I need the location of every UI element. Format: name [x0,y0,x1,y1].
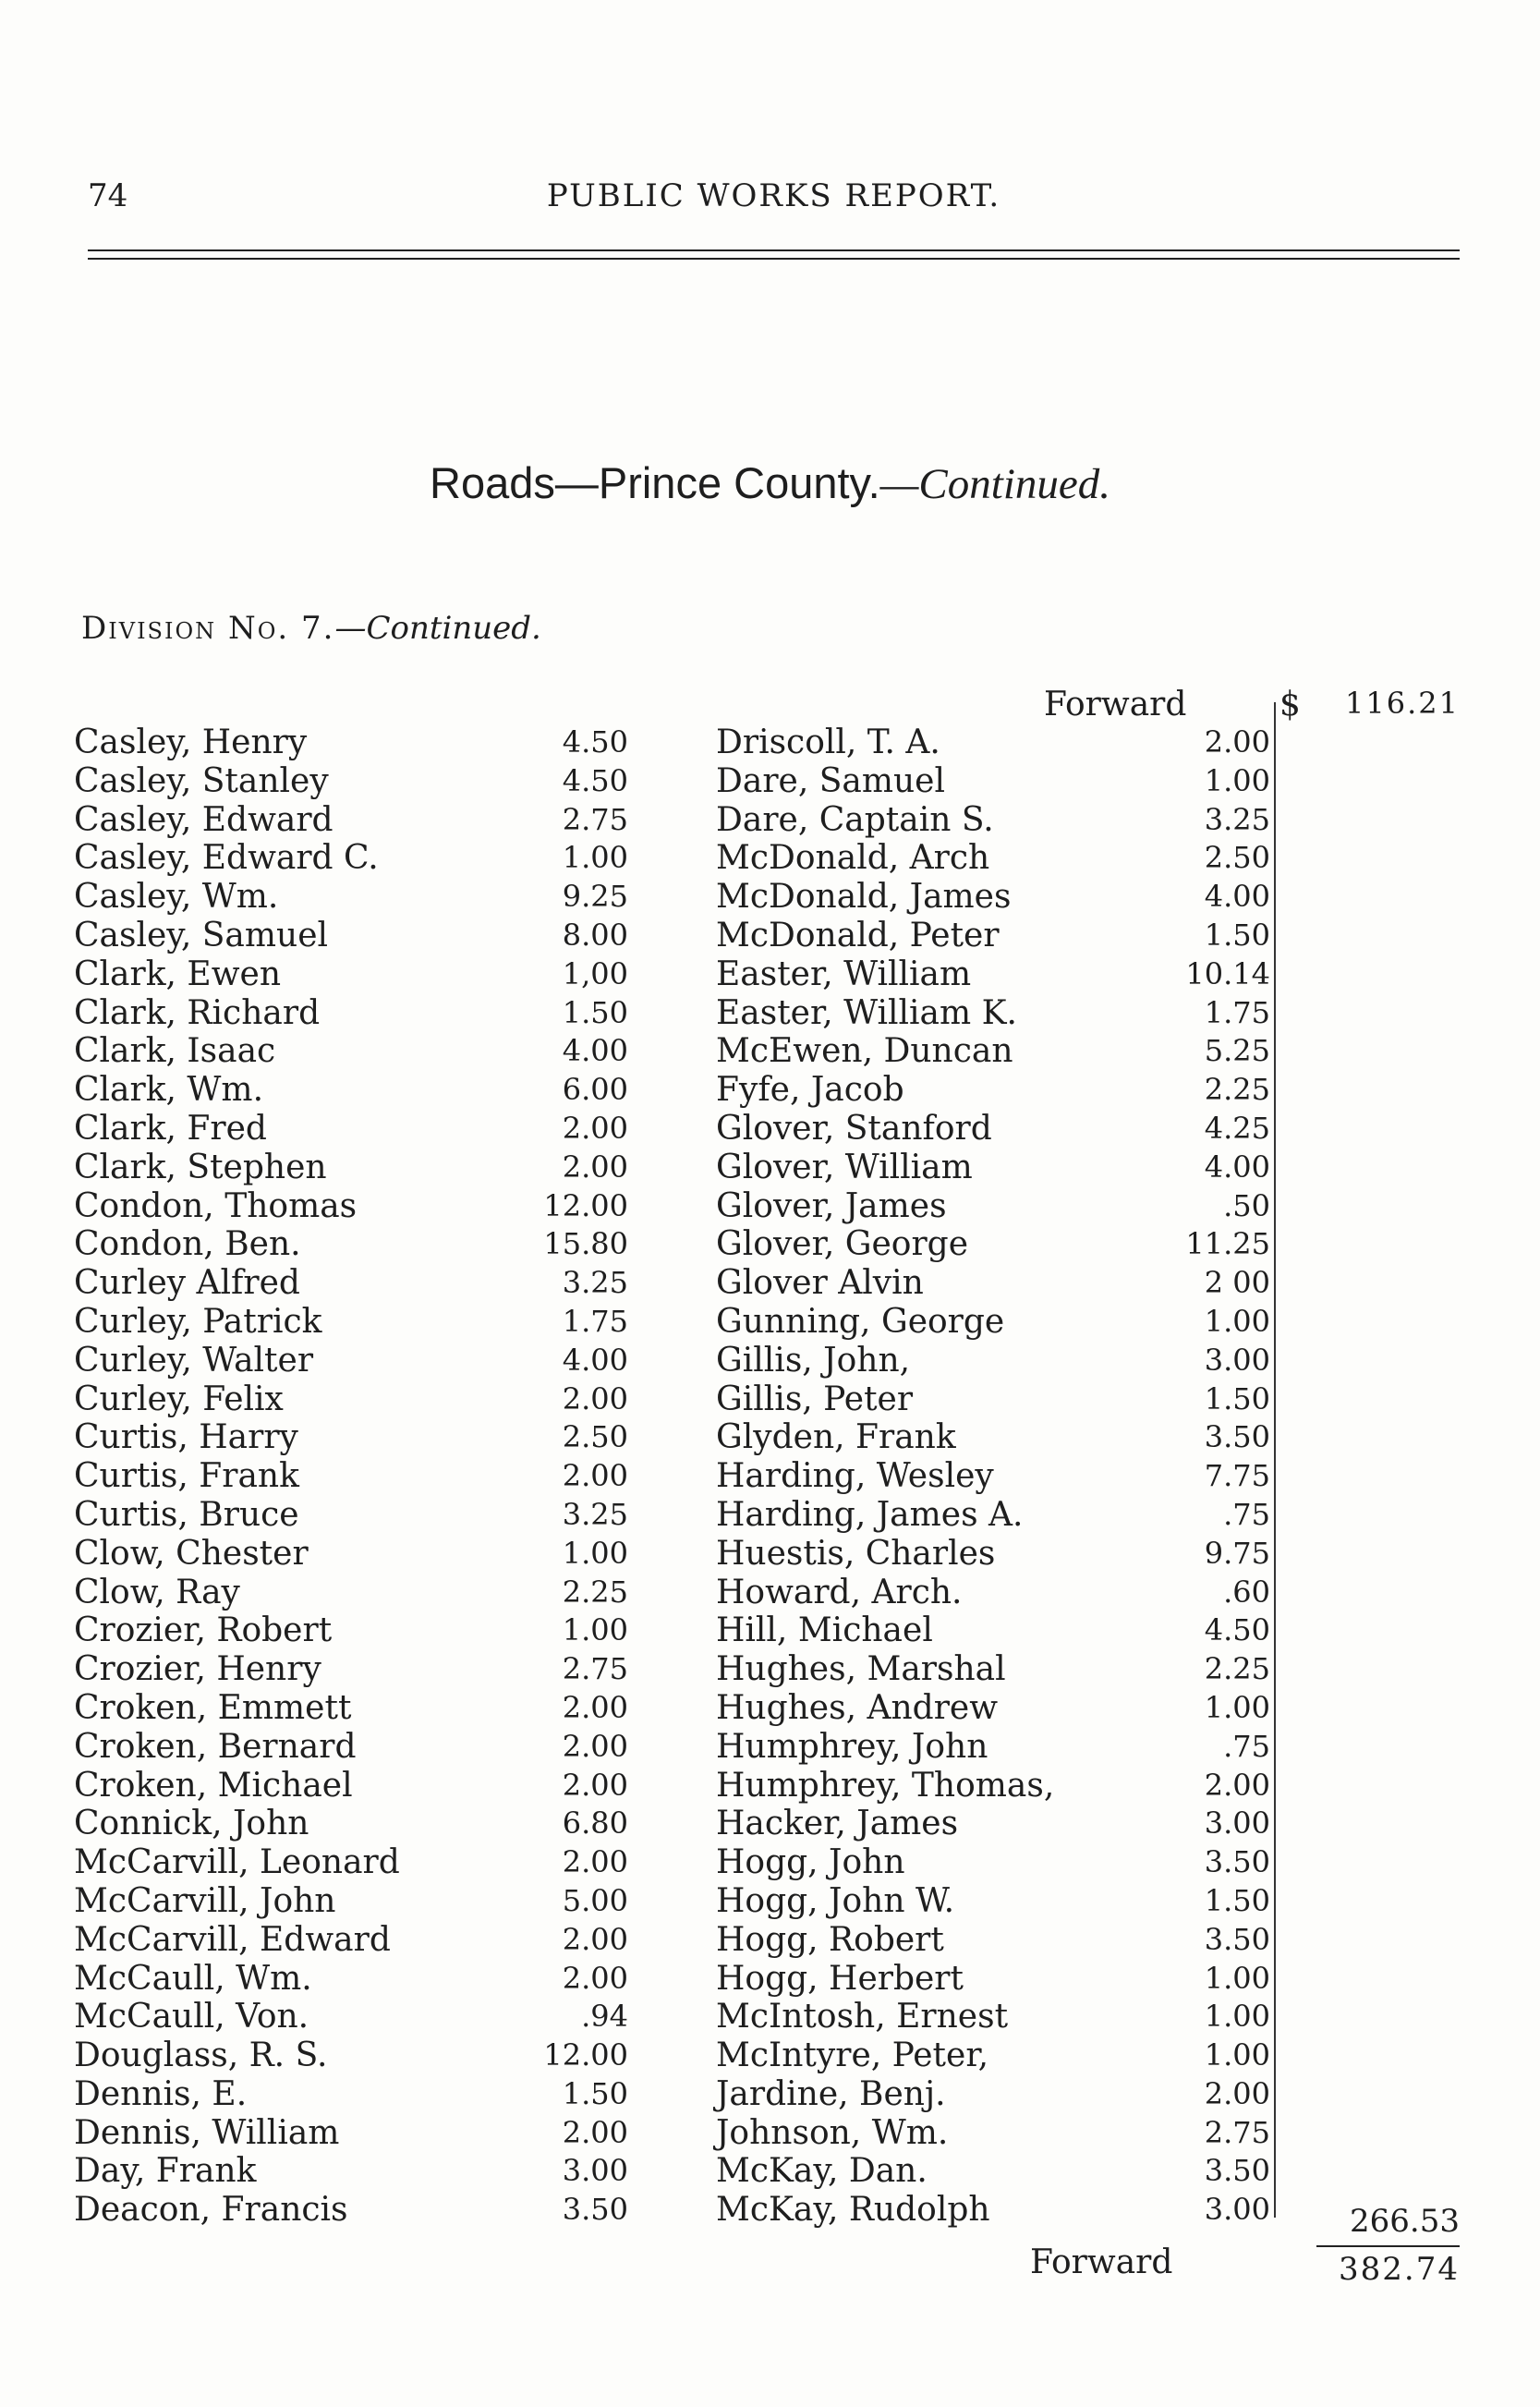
running-title: PUBLIC WORKS REPORT. [546,177,1001,214]
payment-amount: 3.25 [562,1496,628,1532]
payment-amount: 1.50 [1204,1380,1270,1416]
payment-amount: 1.00 [562,840,628,876]
payee-name: Clark, Richard [74,993,321,1032]
payment-amount: 3.25 [1204,801,1270,837]
ledger-row [74,1611,628,1650]
payment-amount: 2.00 [562,1380,628,1416]
payee-name: McIntosh, Ernest [716,1998,1009,2036]
payee-name: McDonald, Peter [716,916,1000,954]
payee-name: Hogg, Robert [716,1920,944,1959]
ledger-row [716,1767,1270,1805]
forward-out-amount: 382.74 [1339,2251,1460,2288]
ledger-row [716,917,1270,955]
payment-amount: 3.50 [1204,1921,1270,1957]
column-rule [1274,702,1276,2218]
ledger-row [716,1882,1270,1921]
ledger-row [716,1611,1270,1650]
payment-amount: 1,00 [562,955,628,991]
payment-amount: 1.75 [1204,994,1270,1030]
ledger-row [74,2036,628,2075]
payee-name: Curtis, Harry [74,1418,298,1457]
ledger-row [74,1767,628,1805]
ledger-row [716,1418,1270,1457]
ledger-row [74,1225,628,1264]
ledger-row [716,1998,1270,2036]
ledger-row [716,1728,1270,1767]
payee-name: Croken, Bernard [74,1727,357,1766]
ledger-row [74,1535,628,1574]
payment-amount: 6.80 [562,1805,628,1842]
payee-name: Hill, Michael [716,1611,933,1650]
payment-amount: 2.25 [1204,1072,1270,1108]
payee-name: Glover Alvin [716,1264,924,1303]
payee-name: Hughes, Marshal [716,1650,1006,1689]
payment-amount: 3.00 [1204,1805,1270,1842]
payee-name: McIntyre, Peter, [716,2036,989,2075]
ledger-row [716,994,1270,1033]
right-column [716,723,1270,2230]
ledger-row [74,1071,628,1110]
payment-amount: 4.00 [562,1033,628,1069]
payee-name: Casley, Henry [74,723,308,761]
ledger-row [716,723,1270,762]
payment-amount: 1.50 [562,994,628,1030]
section-title-continued: —Continued. [879,460,1110,508]
payee-name: Curley, Walter [74,1341,314,1380]
payment-amount: 3.25 [562,1265,628,1301]
payee-name: Crozier, Henry [74,1650,321,1689]
payment-amount: 3.00 [562,2153,628,2189]
ledger-row [74,1574,628,1612]
payment-amount: 2.00 [562,1728,628,1764]
ledger-row [74,1457,628,1496]
ledger-row [74,1303,628,1342]
ledger-row [716,1187,1270,1226]
payment-amount: .75 [1223,1496,1270,1532]
forward-out-label: Forward [1030,2243,1173,2281]
payment-amount: 4.50 [562,762,628,798]
payment-amount: 3.50 [562,2192,628,2228]
ledger-row [74,1805,628,1843]
payee-name: Crozier, Robert [74,1611,333,1650]
payment-amount: 2.00 [562,2114,628,2150]
division-heading [81,610,541,647]
ledger-row [716,1110,1270,1149]
ledger-row [716,1535,1270,1574]
payment-amount: 10.14 [1185,955,1270,991]
payment-amount: 2.00 [562,1458,628,1494]
payment-amount: 2.50 [1204,840,1270,876]
payee-name: Easter, William K. [716,993,1017,1032]
ledger-row [716,2191,1270,2230]
payment-amount: 2.00 [562,1149,628,1185]
payee-name: Hacker, James [716,1805,959,1843]
ledger-row [74,2075,628,2114]
payment-amount: 1.00 [1204,2037,1270,2073]
payment-amount: 2.00 [1204,2075,1270,2111]
payee-name: Dare, Captain S. [716,800,994,839]
ledger-row [74,1149,628,1187]
ledger-row [716,1342,1270,1380]
payment-amount: 1.00 [1204,1999,1270,2035]
ledger-row [716,1303,1270,1342]
payee-name: Casley, Stanley [74,761,329,800]
ledger-row [716,1843,1270,1882]
payee-name: Humphrey, John [716,1727,988,1766]
payee-name: Glover, Stanford [716,1109,992,1148]
ledger-row [716,1457,1270,1496]
ledger-row [716,2075,1270,2114]
payee-name: Gillis, John, [716,1341,911,1380]
ledger-row [74,2191,628,2230]
payee-name: Casley, Edward [74,800,333,839]
payee-name: Hogg, John [716,1843,905,1882]
payment-amount: 9.25 [562,879,628,915]
header-rule-top [88,249,1460,251]
ledger-row [74,1998,628,2036]
ledger-row [74,2152,628,2191]
payee-name: Clark, Wm. [74,1071,264,1110]
payee-name: Hogg, John W. [716,1881,955,1920]
ledger-row [74,1496,628,1535]
payment-amount: 6.00 [562,1072,628,1108]
payment-amount: 12.00 [543,1187,628,1223]
ledger-row [74,1650,628,1689]
payment-amount: 1.50 [1204,917,1270,953]
ledger-row [74,955,628,994]
payment-amount: 5.00 [562,1882,628,1918]
payee-name: Clow, Ray [74,1573,240,1611]
payment-amount: 2.00 [562,1844,628,1880]
payment-amount: 3.50 [1204,1844,1270,1880]
ledger-row [716,1149,1270,1187]
payee-name: Glover, George [716,1225,969,1264]
ledger-row [716,2036,1270,2075]
ledger-row [716,1960,1270,1999]
payment-amount: 2.00 [1204,1767,1270,1803]
ledger-row [74,723,628,762]
ledger-row [74,1882,628,1921]
subtotal-amount: 266.53 [1350,2203,1460,2240]
payee-name: Glover, James [716,1186,947,1225]
payment-amount: 2.75 [562,1651,628,1687]
payee-name: Glover, William [716,1148,973,1186]
ledger-row [74,839,628,878]
payee-name: Fyfe, Jacob [716,1071,904,1110]
payee-name: McKay, Rudolph [716,2191,990,2230]
payment-amount: 2.00 [562,1110,628,1146]
ledger-row [74,762,628,801]
payee-name: Day, Frank [74,2152,257,2191]
ledger-row [716,1574,1270,1612]
ledger-row [716,1689,1270,1728]
payment-amount: 1.75 [562,1303,628,1339]
payment-amount: 1.00 [1204,1960,1270,1996]
payment-amount: 1.00 [1204,762,1270,798]
payee-name: Gunning, George [716,1302,1005,1341]
ledger-row [716,2152,1270,2191]
forward-in-label: Forward [1044,686,1187,723]
payee-name: Curley Alfred [74,1264,300,1303]
payee-name: McCarvill, John [74,1881,336,1920]
payee-name: Curley, Felix [74,1380,284,1418]
ledger-row [716,1921,1270,1960]
ledger-row [716,1496,1270,1535]
payee-name: Hughes, Andrew [716,1688,999,1727]
payment-amount: .94 [581,1999,628,2035]
ledger-row [716,2114,1270,2153]
payment-amount: 15.80 [543,1226,628,1262]
payment-amount: 4.00 [562,1342,628,1378]
payee-name: Gillis, Peter [716,1380,914,1418]
payment-amount: 4.00 [1204,1149,1270,1185]
ledger-row [74,1187,628,1226]
payment-amount: 4.00 [1204,879,1270,915]
payee-name: Clark, Fred [74,1109,267,1148]
page-number: 74 [88,177,128,214]
payment-amount: 4.50 [1204,1612,1270,1648]
division-label: Division No. 7. [81,610,335,647]
header-rule-bottom [88,258,1460,260]
division-continued: —Continued. [334,610,541,647]
ledger-row [74,1032,628,1071]
payee-name: Curtis, Frank [74,1457,299,1496]
payee-name: McCaull, Von. [74,1998,309,2036]
ledger-row [716,878,1270,917]
payee-name: McCarvill, Leonard [74,1843,400,1882]
ledger-row [716,1264,1270,1303]
payment-amount: 2.75 [1204,2114,1270,2150]
payment-amount: 2.25 [1204,1651,1270,1687]
payment-amount: 2.25 [562,1574,628,1610]
payee-name: McCaull, Wm. [74,1959,312,1998]
ledger-row [716,762,1270,801]
payment-amount: 2.50 [562,1419,628,1455]
payment-amount: .50 [1223,1187,1270,1223]
ledger-row [74,878,628,917]
payee-name: Dennis, E. [74,2074,248,2113]
payee-name: Curley, Patrick [74,1302,322,1341]
payee-name: Douglass, R. S. [74,2036,328,2075]
payment-amount: 2.00 [562,1921,628,1957]
payee-name: Glyden, Frank [716,1418,956,1457]
ledger-row [74,1110,628,1149]
sum-rule [1316,2245,1460,2247]
ledger-row [716,955,1270,994]
ledger-row [716,1380,1270,1419]
currency-symbol: $ [1279,686,1301,723]
payee-name: Connick, John [74,1805,309,1843]
payee-name: Johnson, Wm. [716,2113,949,2152]
payee-name: Driscoll, T. A. [716,723,940,761]
payee-name: Curtis, Bruce [74,1495,299,1534]
payment-amount: 3.00 [1204,1342,1270,1378]
payee-name: Hogg, Herbert [716,1959,964,1998]
ledger-row [74,1342,628,1380]
ledger-row [74,1921,628,1960]
payment-amount: .75 [1223,1728,1270,1764]
payment-amount: 3.50 [1204,2153,1270,2189]
payee-name: Condon, Thomas [74,1186,358,1225]
page-header [88,177,1460,224]
ledger-row [74,801,628,840]
left-column [74,723,628,2230]
ledger-row [74,1380,628,1419]
section-title-main: Roads—Prince County. [430,458,880,507]
payment-amount: 7.75 [1204,1458,1270,1494]
ledger-row [74,1728,628,1767]
ledger-row [716,1650,1270,1689]
payment-amount: 9.75 [1204,1535,1270,1571]
payee-name: McDonald, James [716,878,1012,917]
ledger-row [74,994,628,1033]
ledger-row [74,2114,628,2153]
payee-name: Clark, Stephen [74,1148,327,1186]
payee-name: Croken, Emmett [74,1688,352,1727]
payment-amount: 4.50 [562,724,628,760]
payment-amount: 2.00 [562,1960,628,1996]
payee-name: McDonald, Arch [716,839,990,878]
ledger-row [74,1264,628,1303]
payee-name: Howard, Arch. [716,1573,963,1611]
payee-name: Huestis, Charles [716,1534,996,1573]
payee-name: Jardine, Benj. [716,2074,946,2113]
payee-name: Harding, Wesley [716,1457,994,1496]
payment-amount: 4.25 [1204,1110,1270,1146]
payee-name: Casley, Wm. [74,878,279,917]
payee-name: Dennis, William [74,2113,340,2152]
payee-name: Humphrey, Thomas, [716,1766,1055,1805]
payment-amount: 2.00 [1204,724,1270,760]
payment-amount: 12.00 [543,2037,628,2073]
payment-amount: 1.50 [1204,1882,1270,1918]
payment-amount: 1.50 [562,2075,628,2111]
payment-amount: 1.00 [1204,1689,1270,1725]
payee-name: Clark, Isaac [74,1032,276,1071]
payment-amount: 2 00 [1204,1265,1270,1301]
payment-amount: 1.00 [562,1612,628,1648]
ledger-row [74,1843,628,1882]
payment-amount: 5.25 [1204,1033,1270,1069]
payee-name: Dare, Samuel [716,761,945,800]
payee-name: Clark, Ewen [74,954,282,993]
forward-in-amount: 116.21 [1345,686,1460,721]
payee-name: Casley, Samuel [74,916,329,954]
payment-amount: 1.00 [562,1535,628,1571]
ledger-row [74,1418,628,1457]
payment-amount: 3.00 [1204,2192,1270,2228]
section-title [0,457,1540,509]
ledger-row [716,1071,1270,1110]
payment-amount: 1.00 [1204,1303,1270,1339]
payee-name: Croken, Michael [74,1766,353,1805]
payment-amount: 8.00 [562,917,628,953]
ledger-row [716,1225,1270,1264]
ledger-row [74,1960,628,1999]
payment-amount: 2.00 [562,1767,628,1803]
payment-amount: 11.25 [1185,1226,1270,1262]
payment-amount: 2.75 [562,801,628,837]
payee-name: Deacon, Francis [74,2191,348,2230]
payee-name: McCarvill, Edward [74,1920,391,1959]
ledger-row [716,1032,1270,1071]
payee-name: Condon, Ben. [74,1225,301,1264]
ledger-row [716,801,1270,840]
payment-amount: .60 [1223,1574,1270,1610]
ledger-row [74,917,628,955]
payee-name: Harding, James A. [716,1495,1024,1534]
payee-name: McEwen, Duncan [716,1032,1013,1071]
payment-amount: 3.50 [1204,1419,1270,1455]
ledger-row [74,1689,628,1728]
ledger-row [716,839,1270,878]
payee-name: Clow, Chester [74,1534,309,1573]
payee-name: McKay, Dan. [716,2152,928,2191]
payee-name: Casley, Edward C. [74,839,379,878]
ledger-row [716,1805,1270,1843]
payment-amount: 2.00 [562,1689,628,1725]
payee-name: Easter, William [716,954,972,993]
